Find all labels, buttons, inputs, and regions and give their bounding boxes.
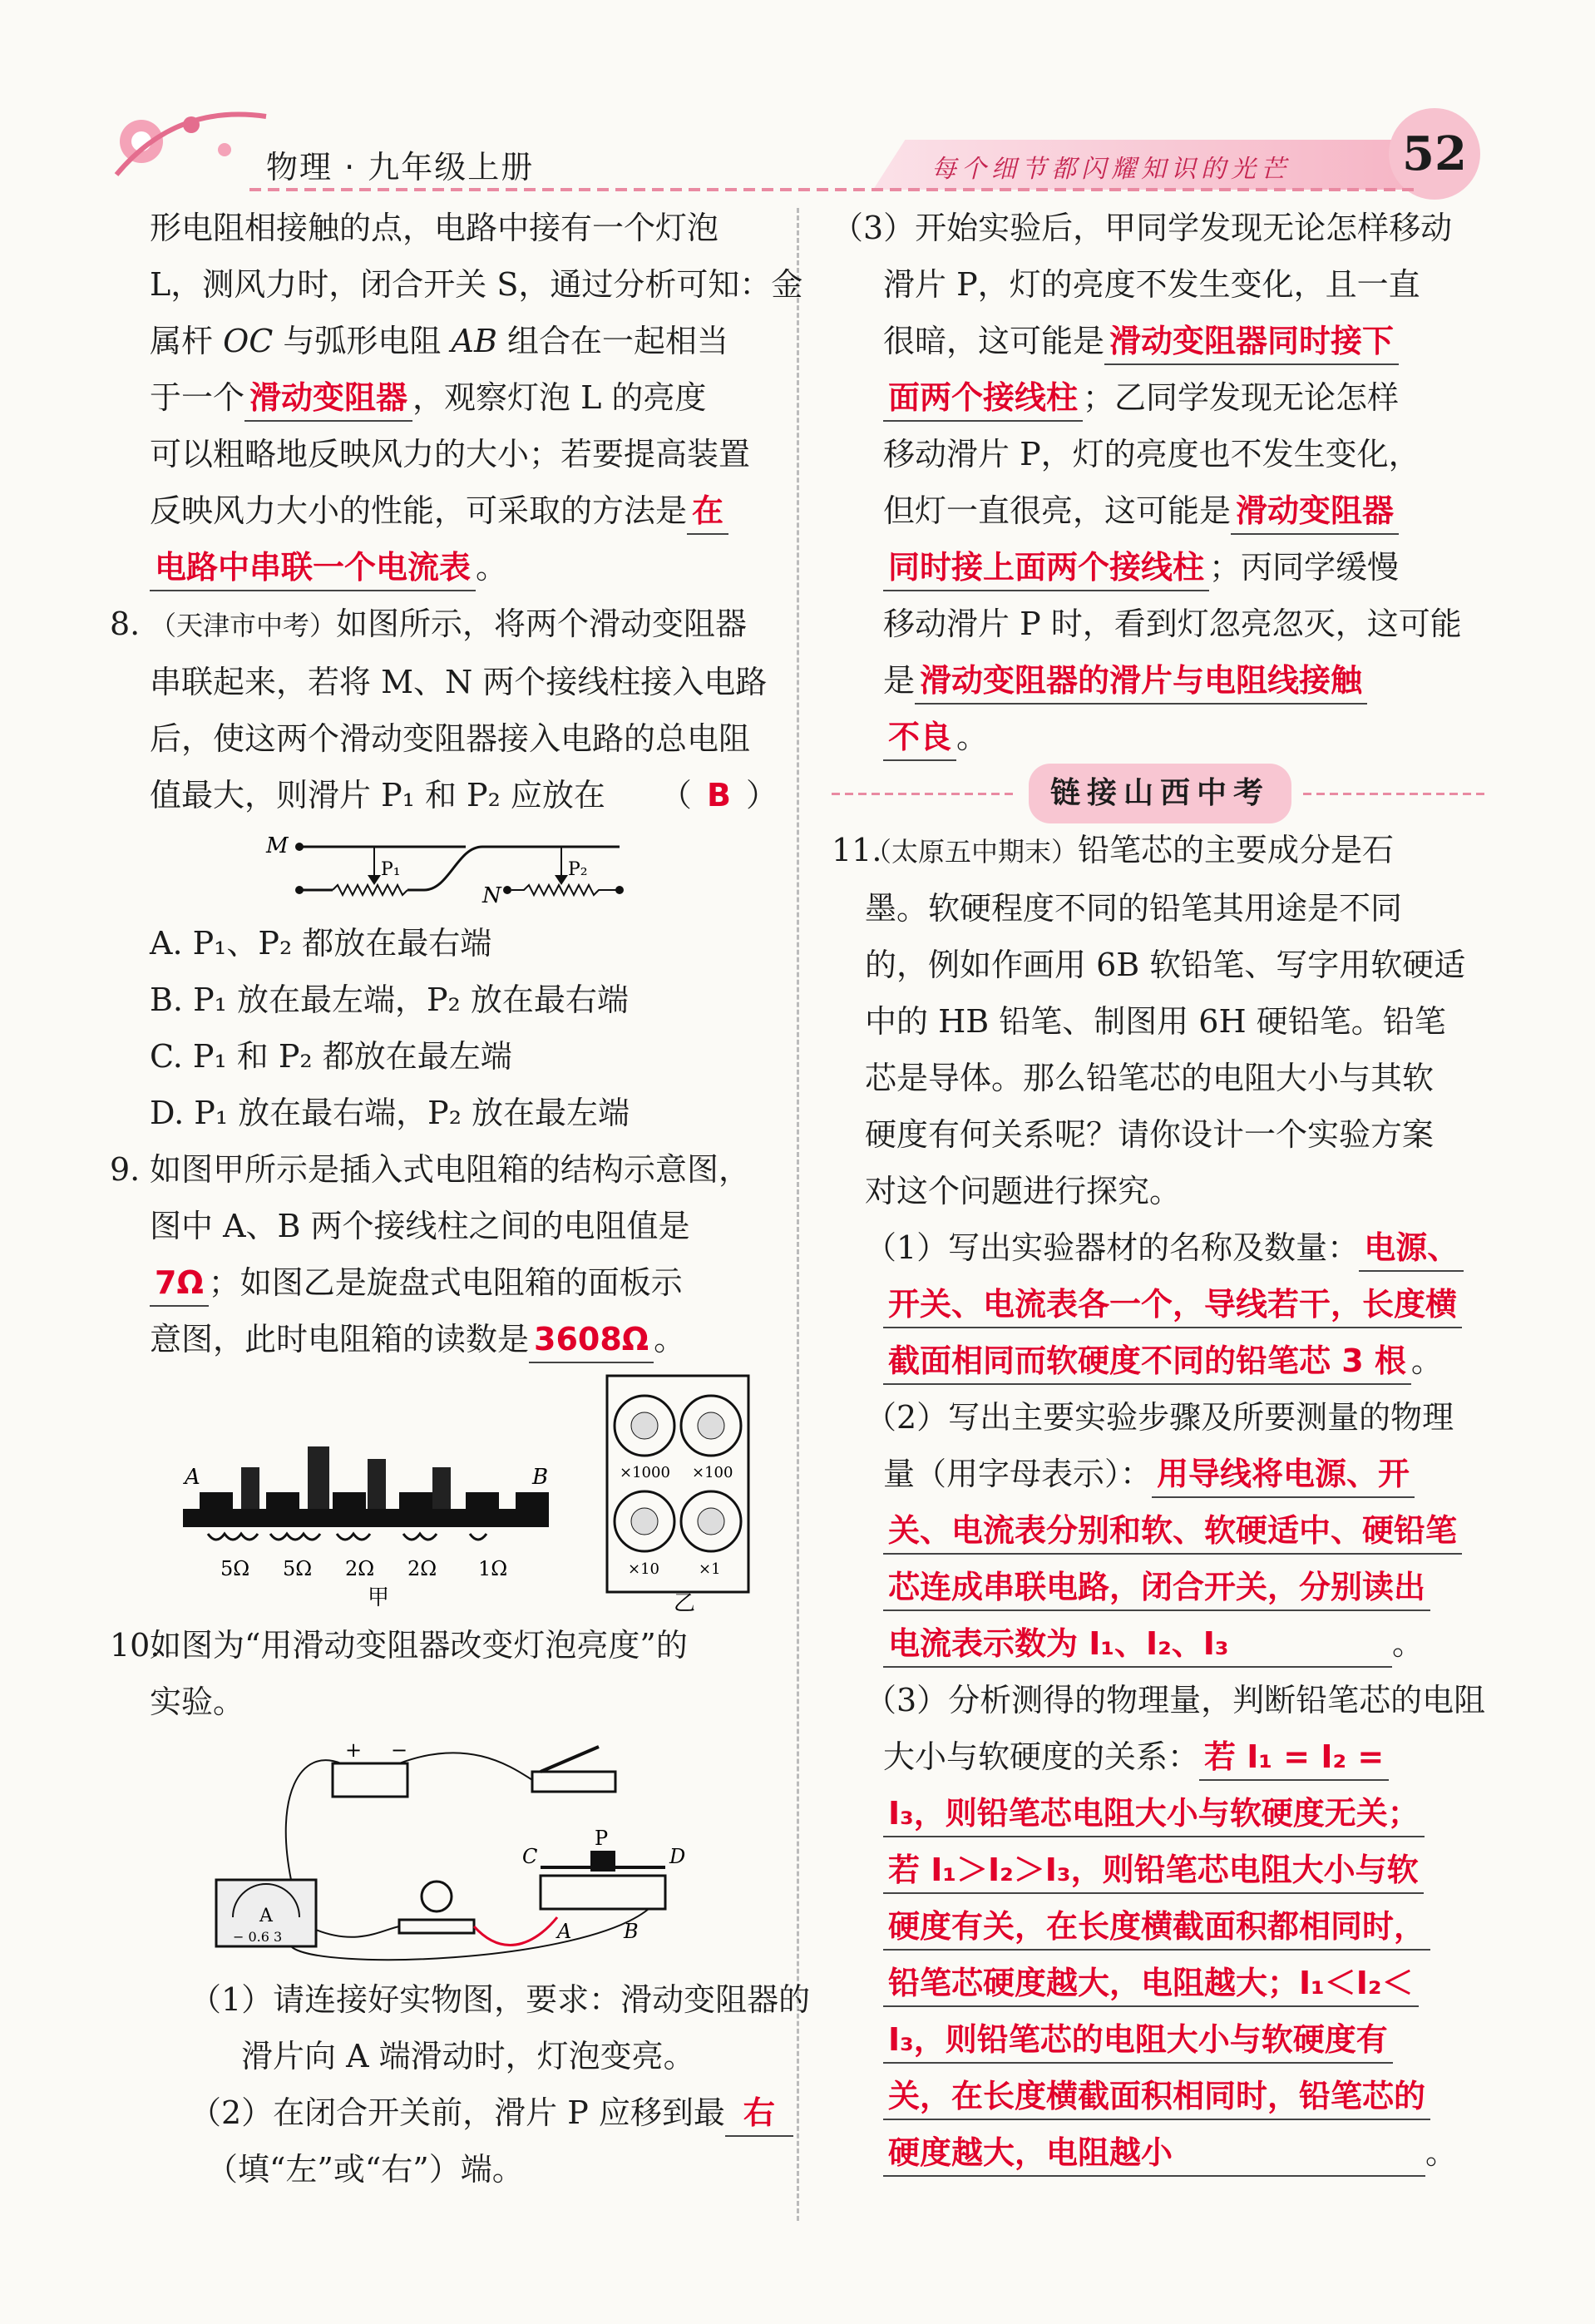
q11-answer-2c-line (865, 1559, 1489, 1615)
q9-line-2: 图中 A、B 两个接线柱之间的电阻值是 (150, 1208, 690, 1244)
question-7-continued (150, 200, 803, 596)
q10-label-c: C (522, 1845, 538, 1868)
q8-label-m: M (266, 833, 289, 858)
q11-answer-2c: 芯连成串联电路，闭合开关，分别读出 (883, 1565, 1430, 1611)
q10-number: 10. (110, 1627, 160, 1664)
q9-label-a: A (185, 1465, 200, 1490)
q10-ammeter-label: A (259, 1906, 273, 1926)
q11-step-2a: （2）写出主要实验步骤及所要测量的物理 (865, 1399, 1454, 1436)
question-8 (110, 596, 778, 1141)
q10-text: （2）在闭合开关前，滑片 P 应移到最 (190, 2094, 725, 2131)
q11-answer-3c: 若 I₁＞I₂＞I₃，则铅笔芯电阻大小与软 (883, 1847, 1424, 1894)
header-rule (249, 188, 1414, 191)
q11-text: 铅笔芯的主要成分是石 (1078, 832, 1395, 868)
q7-answer-2b: 电路中串联一个电流表 (150, 545, 476, 591)
q7-text: 与弧形电阻 (273, 323, 452, 359)
q10-line-2: 实验。 (150, 1684, 245, 1720)
q8-rheostat-diagram (150, 823, 778, 915)
q10-answer-3e: 滑动变阻器的滑片与电阻线接触 (915, 658, 1367, 705)
q8-answer: B (706, 777, 731, 813)
q11-text: 。 (1425, 2134, 1458, 2171)
plug-in-resistance-box (183, 1446, 549, 1610)
q11-step-2b (865, 1446, 1489, 1502)
q10-text: 是 (883, 662, 916, 699)
q9-caption-yi: 乙 (674, 1591, 696, 1616)
q8-text: 如图所示，将两个滑动变阻器 (336, 606, 748, 642)
q8-option-a: A. P₁、P₂ 都放在最右端 (150, 925, 492, 962)
q10-step-3h: 移动滑片 P 时，看到灯忽亮忽灭，这可能 (883, 606, 1462, 642)
q11-answer-3a: 若 I₁ = I₂ = (1199, 1734, 1389, 1781)
q9-resistor-3: 2Ω (345, 1557, 375, 1580)
q8-number: 8. (110, 606, 141, 642)
q11-line-3: 的，例如作画用 6B 软铅笔、写字用软硬适 (865, 947, 1466, 983)
q9-resistance-box-figures (150, 1367, 778, 1617)
q10-step-2a (150, 2084, 778, 2141)
q9-answer-1: 7Ω (150, 1260, 209, 1307)
question-11 (832, 822, 1489, 2181)
q9-resistor-5: 1Ω (478, 1557, 508, 1580)
q11-answer-3b-line (865, 1785, 1489, 1842)
q7-line-4 (150, 369, 778, 426)
q10-text: 很暗，这可能是 (883, 323, 1105, 359)
q10-ammeter-scale: − 0.6 3 (233, 1929, 283, 1945)
q9-label-b: B (532, 1465, 549, 1490)
q11-answer-3e-line (865, 1955, 1489, 2011)
q10-answer-2: 右 (725, 2090, 793, 2137)
q7-text: 组合在一起相当 (496, 323, 728, 359)
q11-answer-3g-line (865, 2068, 1489, 2124)
q10-step-1a: （1）请连接好实物图，要求：滑动变阻器的 (190, 1981, 811, 2018)
q10-line-1 (110, 1617, 778, 1674)
q9-line-3 (150, 1254, 778, 1311)
q11-answer-2b: 关、电流表分别和软、软硬适中、硬铅笔 (883, 1508, 1462, 1555)
q11-answer-3c-line (865, 1842, 1489, 1898)
header-slogan: 每个细节都闪耀知识的光芒 (931, 155, 1291, 184)
q10-label-p: P (595, 1827, 609, 1850)
q8-source: （天津市中考） (150, 610, 337, 641)
q11-answer-3f: I₃，则铅笔芯的电阻大小与软硬度有 (883, 2017, 1393, 2064)
q10-step-3g (832, 539, 1489, 596)
q11-answer-2a: 用导线将电源、开 (1152, 1451, 1415, 1498)
q11-text: 大小与软硬度的关系： (883, 1738, 1200, 1775)
q10-step-3c (832, 313, 1489, 369)
q7-line-7 (150, 539, 778, 596)
question-10 (110, 1617, 811, 2198)
q7-text: 反映风力大小的性能，可采取的方法是 (150, 492, 688, 529)
q7-line-3 (150, 313, 778, 369)
q10-label-a: A (557, 1920, 572, 1943)
q11-answer-1b: 开关、电流表各一个，导线若干，长度横 (883, 1282, 1462, 1328)
q11-step-3b (865, 1728, 1489, 1785)
q10-minus: − (391, 1738, 408, 1762)
q11-answer-1a: 电源、 (1359, 1225, 1464, 1272)
q11-line-7: 对这个问题进行探究。 (865, 1173, 1182, 1209)
q10-step-1b: 滑片向 A 端滑动时，灯泡变亮。 (241, 2038, 695, 2074)
q11-number: 11. (832, 832, 882, 868)
q9-text: ；如图乙是旋盘式电阻箱的面板示 (208, 1264, 683, 1301)
q8-line-4 (150, 767, 778, 823)
bulb-icon (422, 1881, 452, 1911)
q10-step-3e: 移动滑片 P，灯的亮度也不发生变化， (883, 436, 1420, 472)
flower-ornament-icon (108, 91, 274, 191)
dial-resistance-box (607, 1376, 748, 1616)
q10-text: 如图为“用滑动变阻器改变灯泡亮度”的 (150, 1627, 688, 1664)
q10-step-3d (832, 369, 1489, 426)
q9-dial-x1: ×1 (699, 1560, 721, 1578)
q8-answer-bracket: （ B ） (660, 767, 778, 823)
q10-text: ；乙同学发现无论怎样 (1083, 379, 1400, 416)
q11-answer-3e: 铅笔芯硬度越大，电阻越大；I₁＜I₂＜ (883, 1961, 1419, 2007)
q9-line-4 (150, 1311, 778, 1367)
q11-line-1 (832, 822, 1489, 880)
q11-step-1 (865, 1219, 1489, 1276)
left-column (110, 200, 811, 2198)
q10-answer-3a: 滑动变阻器同时接下 (1104, 319, 1399, 365)
q8-line-1 (110, 596, 778, 654)
q11-answer-2d-line (865, 1615, 1489, 1672)
section-rule-right (1303, 793, 1489, 795)
q11-answer-1b-line (865, 1276, 1489, 1333)
rheostat-icon (541, 1876, 665, 1909)
q10-circuit-diagram (150, 1730, 778, 1971)
section-title: 链接山西中考 (1029, 764, 1291, 823)
q11-text: 。 (1410, 1342, 1443, 1379)
page-number: 52 (1389, 108, 1480, 200)
q7-text: 。 (476, 549, 508, 586)
q10-text: 但灯一直很亮，这可能是 (883, 492, 1232, 529)
q9-answer-2: 3608Ω (529, 1317, 654, 1363)
q9-number: 9. (110, 1151, 141, 1188)
q9-text: 。 (654, 1321, 686, 1357)
q10-step-3i (832, 652, 1489, 709)
q11-answer-3f-line (865, 2011, 1489, 2068)
q11-answer-3d-line (865, 1898, 1489, 1955)
q11-answer-3h: 硬度越大，电阻越小 (883, 2130, 1425, 2177)
q10-plus: + (345, 1738, 363, 1762)
q10-step-3j (832, 709, 1489, 765)
switch-icon (532, 1772, 615, 1792)
q10-label-b: B (624, 1920, 639, 1943)
q11-answer-1c: 截面相同而软硬度不同的铅笔芯 3 根 (883, 1338, 1411, 1385)
q11-answer-3d: 硬度有关，在长度横截面积都相同时， (883, 1904, 1430, 1951)
q9-resistor-1: 5Ω (220, 1557, 250, 1580)
q11-answer-2d: 电流表示数为 I₁、I₂、I₃ (883, 1621, 1392, 1668)
q9-text: 如图甲所示是插入式电阻箱的结构示意图， (150, 1151, 751, 1188)
q11-answer-2b-line (865, 1502, 1489, 1559)
q10-answer-3f: 不良 (883, 715, 956, 761)
q10-step-3a: （3）开始实验后，甲同学发现无论怎样移动 (832, 210, 1453, 246)
q10-step-3f (832, 482, 1489, 539)
q7-line-5: 可以粗略地反映风力的大小；若要提高装置 (150, 436, 751, 472)
q10-step-2b: （填“左”或“右”）端。 (206, 2151, 524, 2188)
q8-line-2: 串联起来，若将 M、N 两个接线柱接入电路 (150, 664, 768, 700)
q10-answer-3d: 同时接上面两个接线柱 (883, 545, 1209, 591)
q10-step-3b: 滑片 P，灯的亮度不发生变化，且一直 (883, 266, 1420, 303)
q8-line-3: 后，使这两个滑动变阻器接入电路的总电阻 (150, 720, 751, 757)
right-column (832, 200, 1489, 2181)
q8-option-b: B. P₁ 放在最左端，P₂ 放在最右端 (150, 982, 629, 1018)
q9-text: 意图，此时电阻箱的读数是 (150, 1321, 530, 1357)
q9-dial-x100: ×100 (692, 1464, 733, 1481)
section-rule-left (832, 793, 1017, 795)
q9-caption-jia: 甲 (368, 1585, 390, 1610)
q11-line-5: 芯是导体。那么铅笔芯的电阻大小与其软 (865, 1060, 1435, 1096)
q9-resistor-4: 2Ω (407, 1557, 437, 1580)
q10-text: ；丙同学缓慢 (1209, 549, 1400, 586)
q11-answer-3h-line (865, 2124, 1489, 2181)
q7-var-ab: AB (451, 323, 497, 359)
q7-answer-1: 滑动变阻器 (244, 375, 412, 422)
q7-line-6 (150, 482, 778, 539)
q8-option-d: D. P₁ 放在最右端，P₂ 放在最左端 (150, 1095, 630, 1131)
q9-dial-x10: ×10 (628, 1560, 659, 1578)
q7-answer-2a: 在 (687, 488, 728, 535)
q11-text: （1）写出实验器材的名称及数量： (865, 1229, 1360, 1266)
q9-dial-x1000: ×1000 (620, 1464, 670, 1481)
q10-label-d: D (669, 1845, 686, 1868)
q10-text: 。 (956, 719, 989, 755)
q8-option-c: C. P₁ 和 P₂ 都放在最左端 (150, 1038, 512, 1075)
q9-line-1 (110, 1141, 778, 1198)
q11-text: 量（用字母表示）： (883, 1456, 1153, 1492)
section-header (832, 765, 1489, 822)
q11-line-2: 墨。软硬程度不同的铅笔其用途是不同 (865, 890, 1403, 927)
q11-answer-1c-line (865, 1333, 1489, 1389)
q11-text: 。 (1392, 1625, 1425, 1662)
q7-var-oc: OC (223, 323, 274, 359)
q8-label-n: N (482, 883, 501, 908)
q10-answer-3c: 滑动变阻器 (1231, 488, 1399, 535)
q11-line-6: 硬度有何关系呢？请你设计一个实验方案 (865, 1116, 1435, 1153)
question-9 (110, 1141, 778, 1617)
q11-line-4: 中的 HB 铅笔、制图用 6H 硬铅笔。铅笔 (865, 1003, 1446, 1040)
q7-text: 于一个 (150, 379, 245, 416)
q7-line-1: 形电阻相接触的点，电路中接有一个灯泡 (150, 210, 719, 246)
q7-text: 属杆 (150, 323, 224, 359)
q8-text: 值最大，则滑片 P₁ 和 P₂ 应放在 (150, 777, 605, 813)
q7-text: ，观察灯泡 L 的亮度 (412, 379, 707, 416)
q11-source: （太原五中期末） (865, 836, 1079, 868)
q11-step-3a: （3）分析测得的物理量，判断铅笔芯的电阻 (865, 1682, 1486, 1718)
q8-label-p1: P₁ (381, 859, 401, 880)
question-10-continued (832, 200, 1489, 765)
q11-answer-3b: I₃，则铅笔芯电阻大小与软硬度无关； (883, 1791, 1425, 1837)
q8-label-p2: P₂ (568, 859, 588, 880)
q11-answer-3g: 关，在长度横截面积相同时，铅笔芯的 (883, 2074, 1430, 2120)
q9-resistor-2: 5Ω (283, 1557, 313, 1580)
column-divider (797, 208, 799, 2221)
book-title: 物理 · 九年级上册 (266, 149, 535, 185)
q7-line-2: L，测风力时，闭合开关 S，通过分析可知：金 (150, 266, 803, 303)
q10-answer-3b: 面两个接线柱 (883, 375, 1083, 422)
battery-icon (333, 1763, 407, 1797)
